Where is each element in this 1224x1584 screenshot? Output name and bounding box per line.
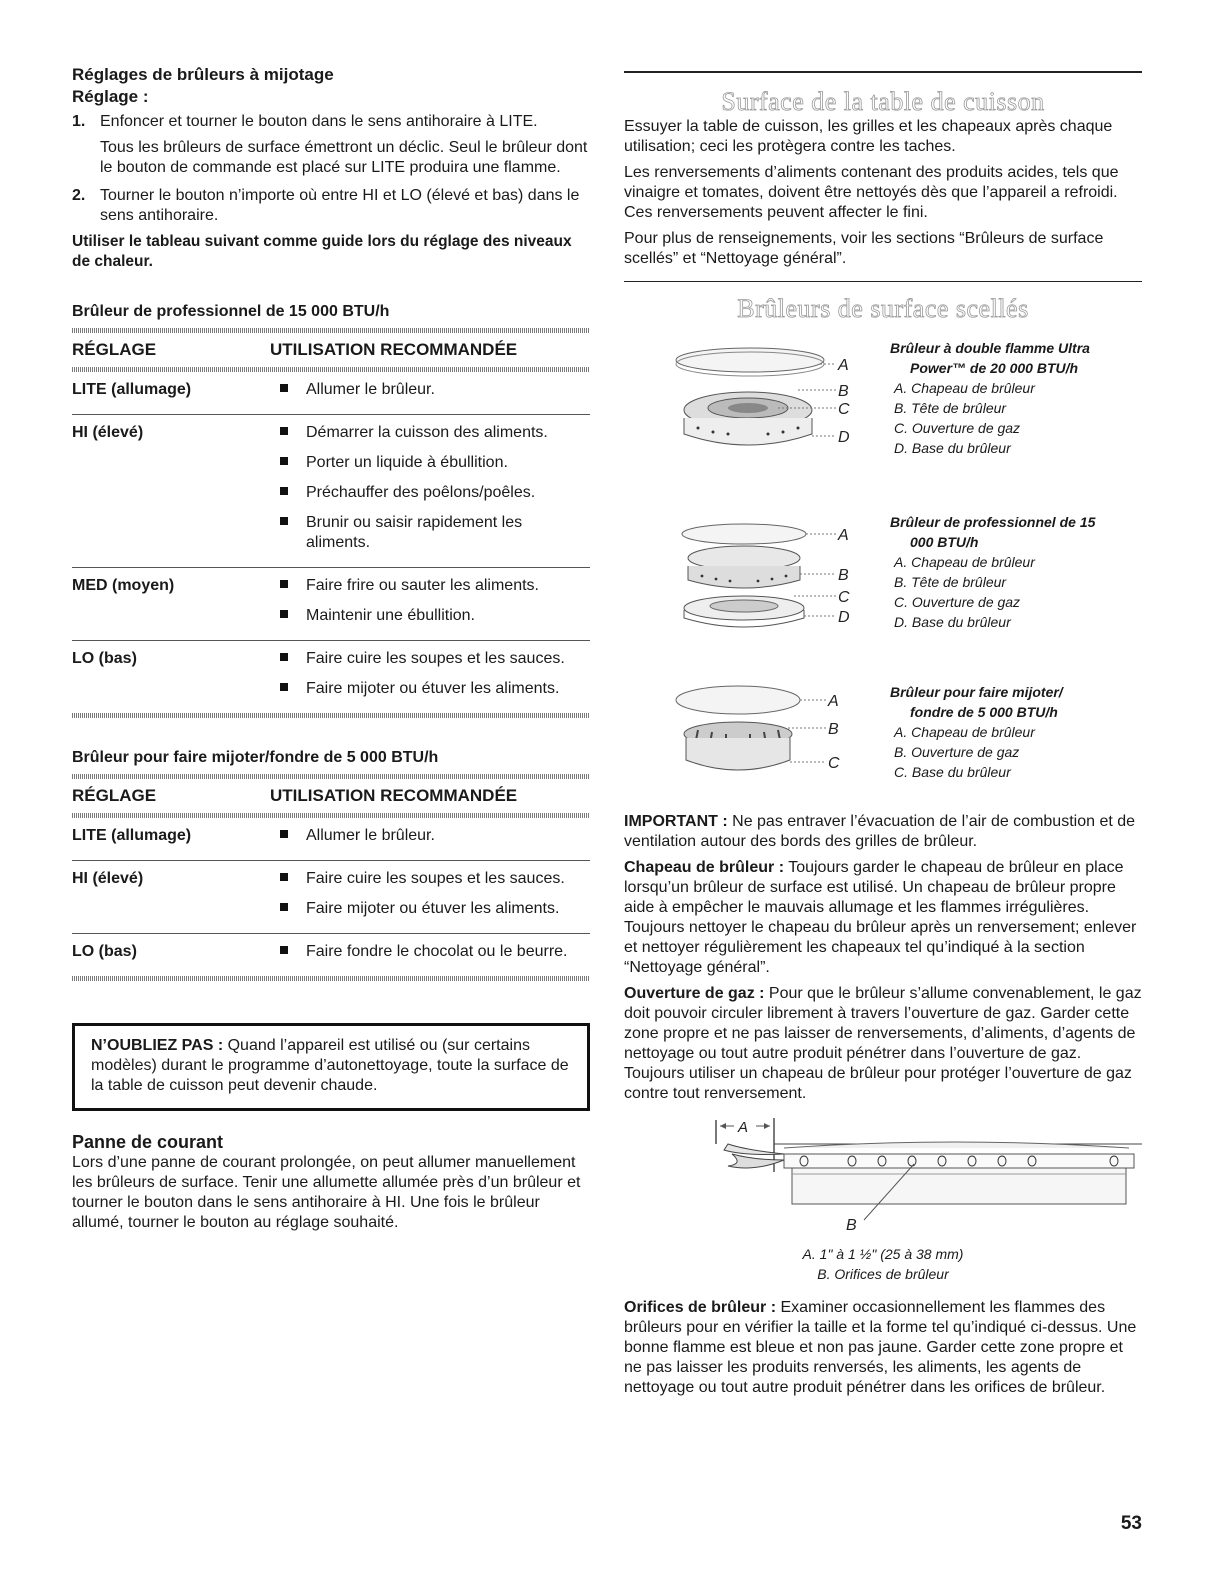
label-d: D (838, 429, 850, 446)
label-b: B (838, 567, 849, 584)
burner-caption: Brûleur pour faire mijoter/ fondre de 5 000 BTU/h A. Chapeau de brûleur B. Ouverture de gaz C. Base du brûleur (890, 684, 1063, 780)
table-body (72, 818, 590, 976)
burner-cap-para: Chapeau de brûleur : Toujours garder le chapeau de brûleur en place lorsqu’un brûleur de surface est utilisé. Un chapeau de brûleur propre aide à empêcher le mauvais allumage et les flammes irrégulières. Toujours nettoyer le chapeau du brûleur après un renversement; enlever et nettoyer régulièrement les chapeaux tel qu’indiqué à la section “Nettoyage général”. (624, 859, 1137, 976)
important-note: IMPORTANT : Ne pas entraver l’évacuation de l’air de combustion et de ventilation autour des bords des grilles de brûleur. (624, 813, 1136, 850)
power-failure-text: Lors d’une panne de courant prolongée, on peut allumer manuellement les brûleurs de surface. Tenir une allumette allumée près d’un brûleur et tourner le bouton dans le sens antihoraire à HI. Une fois le brûleur allumé, tourner le bouton au réglage souhaité. (72, 1154, 581, 1231)
burner-caption: Brûleur à double flamme Ultra Power™ de 20 000 BTU/h A. Chapeau de brûleur B. Tête de brûleur C. Ouverture de gaz D. Base du brûleur (890, 340, 1090, 456)
step-1: 1. Enfoncer et tourner le bouton dans le sens antihoraire à LITE. Tous les brûleurs de surface émettront un déclic. Seul le brûleur dont le bouton de commande est placé sur LITE produira une flamme. (72, 113, 588, 176)
table-row: HI (élevé) Faire cuire les soupes et les sauces. Faire mijoter ou étuver les aliments. (72, 860, 590, 933)
gas-opening-para: Ouverture de gaz : Pour que le brûleur s’allume convenablement, le gaz doit pouvoir circuler librement à travers l’ouverture de gaz. Garder cette zone propre et ne pas laisser de renversements, d’aliments, d’agents de nettoyage ou tout autre produit pénétrer dans l’ouverture de gaz. Toujours utiliser un chapeau de brûleur pour protéger l’ouverture de gaz contre tout renversement. (624, 985, 1142, 1102)
label-a: A (828, 693, 839, 710)
burner-caption: Brûleur de professionnel de 15 000 BTU/h A. Chapeau de brûleur B. Tête de brûleur C. Ouverture de gaz D. Base du brûleur (890, 514, 1096, 630)
table-title: Brûleur de professionnel de 15 000 BTU/h (72, 303, 390, 320)
label-b: B (838, 383, 849, 400)
cooktop-surface-title: Surface de la table de cuisson (721, 86, 1045, 116)
sealed-burners-title: Brûleurs de surface scellés (737, 294, 1029, 323)
burner-dual-flame (624, 338, 1142, 508)
label-c: C (838, 589, 850, 606)
right-column (624, 71, 1142, 1404)
simmer-settings-title: Réglages de brûleurs à mijotage (72, 65, 334, 84)
surface-para-2: Les renversements d’aliments contenant des produits acides, tels que vinaigre et tomates, doivent être nettoyés dès que l’appareil a refroidi. Ces renversements peuvent affecter le fini. (624, 163, 1119, 221)
table-row: LO (bas) Faire cuire les soupes et les sauces. Faire mijoter ou étuver les aliments. (72, 640, 590, 713)
table-header: RÉGLAGE UTILISATION RECOMMANDÉE (72, 340, 518, 359)
professional-burner-illustration (668, 512, 858, 642)
power-failure-title: Panne de courant (72, 1132, 224, 1152)
dual-flame-burner-illustration (668, 338, 858, 468)
reminder-notice: N’OUBLIEZ PAS : Quand l’appareil est utilisé ou (sur certains modèles) durant le programme d’autonettoyage, toute la surface de la table de cuisson peut devenir chaude. (72, 1023, 590, 1111)
label-b: B (846, 1217, 857, 1232)
table-row: LITE (allumage) Allumer le brûleur. (72, 827, 435, 844)
guide-note: Utiliser le tableau suivant comme guide lors du réglage des niveaux de chaleur. (72, 233, 572, 270)
table-15000 (72, 302, 590, 718)
surface-para-1: Essuyer la table de cuisson, les grilles et les chapeaux après chaque utilisation; ceci les protègera contre les taches. (624, 117, 1113, 155)
table-row: MED (moyen) Faire frire ou sauter les aliments. Maintenir une ébullition. (72, 567, 590, 640)
label-c: C (828, 755, 840, 772)
setting-subtitle: Réglage : (72, 87, 149, 106)
orifice-para: Orifices de brûleur : Examiner occasionnellement les flammes des brûleurs pour en vérifier la taille et la forme tel qu’indiqué ci-dessus. Une bonne flamme est bleue et non pas jaune. Garder cette zone propre et ne pas laisser les produits renversés, les aliments, les agents de nettoyage ou tout autre produit pénétrer dans les orifices de brûleur. (624, 1299, 1137, 1396)
label-c: C (838, 401, 850, 418)
label-a: A (738, 1119, 749, 1136)
table-row: LO (bas) Faire fondre le chocolat ou le beurre. (72, 933, 590, 976)
left-column (72, 64, 590, 1233)
step-2: 2. Tourner le bouton n’importe où entre HI et LO (élevé et bas) dans le sens antihoraire. (72, 187, 580, 224)
label-a: A (838, 527, 849, 544)
section-rule (624, 71, 1142, 73)
page-number: 53 (1120, 1513, 1142, 1534)
table-title: Brûleur pour faire mijoter/fondre de 5 000 BTU/h (72, 749, 439, 766)
surface-para-3: Pour plus de renseignements, voir les sections “Brûleurs de surface scellés” et “Nettoyage général”. (624, 229, 1104, 267)
label-d: D (838, 609, 850, 626)
simmer-burner-illustration (668, 682, 858, 792)
section-rule (624, 281, 1142, 283)
flame-caption-a: A. 1" à 1 ½" (25 à 38 mm) (802, 1246, 964, 1262)
label-a: A (838, 357, 849, 374)
burner-simmer (624, 682, 1142, 812)
label-b: B (828, 721, 839, 738)
table-body (72, 372, 590, 713)
burner-professional (624, 512, 1142, 682)
table-5000 (72, 748, 590, 981)
flame-height-illustration (624, 1114, 1142, 1232)
table-row: LITE (allumage) Allumer le brûleur. (72, 381, 435, 398)
table-row: HI (élevé) Démarrer la cuisson des aliments. Porter un liquide à ébullition. Préchauffer des poêlons/poêles. Brunir ou saisir rapidement les aliments. (72, 414, 590, 567)
flame-caption-b: B. Orifices de brûleur (817, 1266, 949, 1282)
table-header: RÉGLAGE UTILISATION RECOMMANDÉE (72, 786, 518, 805)
